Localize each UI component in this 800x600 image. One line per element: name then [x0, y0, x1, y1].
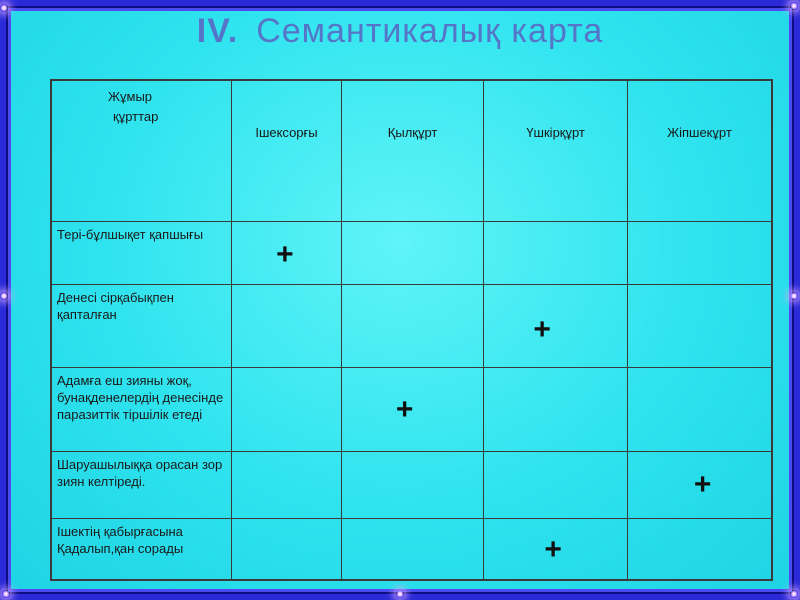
table-row — [51, 221, 772, 284]
table-cell — [341, 451, 483, 518]
sparkle-left — [0, 292, 8, 300]
table-cell — [484, 367, 628, 451]
corner-cell — [51, 80, 232, 221]
sparkle-right — [790, 292, 798, 300]
table-cell — [627, 284, 772, 367]
table-row — [51, 284, 772, 367]
sparkle-top-right — [790, 2, 798, 10]
title-text: Семантикалық карта — [256, 12, 604, 50]
column-header: Ішексорғы — [232, 80, 342, 221]
plus-mark: + — [276, 237, 294, 271]
table-cell — [627, 221, 772, 284]
row-label: Денесі сірқабықпен қапталған — [51, 284, 232, 367]
row-label: Шаруашылыққа орасан зор зиян келтіреді. — [51, 451, 232, 518]
table-row — [51, 451, 772, 518]
column-header: Жіпшекұрт — [627, 80, 772, 221]
slide-title — [0, 12, 800, 51]
corner-label-line1: Жұмыр — [108, 89, 153, 104]
table-cell — [232, 367, 342, 451]
title-number: IV. — [196, 12, 239, 50]
table-cell — [627, 451, 772, 518]
table-cell — [484, 284, 628, 367]
column-header: Қылқұрт — [341, 80, 483, 221]
sparkle-bottom-right — [790, 590, 798, 598]
column-header: Үшкірқұрт — [484, 80, 628, 221]
corner-label-line2: құрттар — [113, 109, 159, 124]
table-cell — [341, 284, 483, 367]
row-label: Адамға еш зияны жоқ, бунақденелердің денесінде паразиттік тіршілік етеді — [51, 367, 232, 451]
plus-mark: + — [693, 467, 712, 501]
plus-mark: + — [544, 532, 562, 566]
semantic-map-table — [50, 79, 773, 581]
table-cell — [627, 367, 772, 451]
table-cell — [484, 221, 628, 284]
plus-mark: + — [533, 312, 551, 346]
table-cell — [484, 518, 628, 580]
sparkle-bottom-left — [2, 590, 10, 598]
table-row — [51, 367, 772, 451]
row-label: Тері-бұлшықет қапшығы — [51, 221, 232, 284]
table-header-row — [51, 80, 772, 221]
table-cell — [341, 221, 483, 284]
table-cell — [484, 451, 628, 518]
sparkle-top-left — [0, 4, 8, 12]
table-cell — [232, 221, 342, 284]
sparkle-bottom-center — [396, 590, 404, 598]
table-cell — [232, 451, 342, 518]
table-cell — [627, 518, 772, 580]
table-row — [51, 518, 772, 580]
row-label: Ішектің қабырғасына Қадалып,қан сорады — [51, 518, 232, 580]
table-cell — [341, 367, 483, 451]
table-cell — [341, 518, 483, 580]
table-cell — [232, 284, 342, 367]
plus-mark: + — [395, 392, 414, 426]
table-cell — [232, 518, 342, 580]
